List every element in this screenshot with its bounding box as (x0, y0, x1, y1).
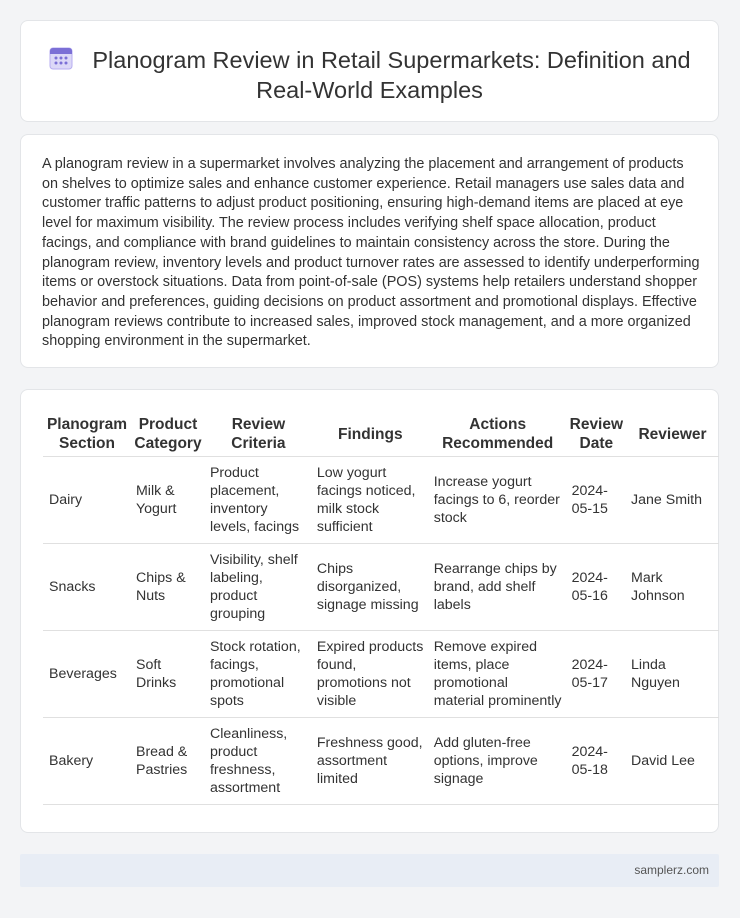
title-card (20, 20, 719, 122)
cell-reviewer: Jane Smith (626, 457, 719, 544)
header-review-criteria: Review Criteria (205, 413, 312, 457)
cell-findings: Chips disorganized, signage missing (312, 544, 429, 631)
description-text: A planogram review in a supermarket involves analyzing the placement and arrangement of products on shelves to optimize sales and enhance customer experience. Retail managers use sales data and customer traffic patterns to adjust product positioning, ensuring high-demand items are placed at eye level for maximum visibility. The review process includes verifying shelf space allocation, product facings, and compliance with brand guidelines to maintain consistency across the store. During the planogram review, inventory levels and product turnover rates are assessed to identify underperforming items or overstock situations. Data from point-of-sale (POS) systems help retailers understand shopper behavior and preferences, guiding decisions on product assortment and promotional displays. Effective planogram reviews contribute to increased sales, improved stock management, and a more organized shopping environment in the supermarket. (42, 156, 700, 350)
table-card (20, 389, 719, 833)
cell-criteria: Visibility, shelf labeling, product grouping (205, 544, 312, 631)
cell-date: 2024-05-16 (567, 544, 626, 631)
footer-bar (20, 854, 719, 887)
cell-findings: Freshness good, assortment limited (312, 718, 429, 805)
cell-criteria: Product placement, inventory levels, facings (205, 457, 312, 544)
table-header-row (43, 413, 719, 457)
cell-section: Beverages (43, 631, 131, 718)
cell-findings: Low yogurt facings noticed, milk stock sufficient (312, 457, 429, 544)
page-title: Planogram Review in Retail Supermarkets: Definition and Real-World Examples (92, 47, 691, 103)
cell-category: Chips & Nuts (131, 544, 205, 631)
cell-reviewer: David Lee (626, 718, 719, 805)
header-actions-recommended: Actions Recommended (429, 413, 567, 457)
review-table (43, 413, 719, 805)
footer-site-link[interactable]: samplerz.com (634, 863, 709, 877)
header-planogram-section: Planogram Section (43, 413, 131, 457)
cell-criteria: Cleanliness, product freshness, assortment (205, 718, 312, 805)
header-product-category: Product Category (131, 413, 205, 457)
table-row (43, 631, 719, 718)
cell-findings: Expired products found, promotions not visible (312, 631, 429, 718)
table-row (43, 457, 719, 544)
table-row (43, 718, 719, 805)
header-review-date: Review Date (567, 413, 626, 457)
cell-category: Milk & Yogurt (131, 457, 205, 544)
cell-date: 2024-05-18 (567, 718, 626, 805)
cell-section: Snacks (43, 544, 131, 631)
cell-date: 2024-05-17 (567, 631, 626, 718)
header-findings: Findings (312, 413, 429, 457)
cell-reviewer: Linda Nguyen (626, 631, 719, 718)
table-row (43, 544, 719, 631)
cell-actions: Rearrange chips by brand, add shelf labels (429, 544, 567, 631)
cell-date: 2024-05-15 (567, 457, 626, 544)
cell-category: Soft Drinks (131, 631, 205, 718)
cell-reviewer: Mark Johnson (626, 544, 719, 631)
cell-actions: Increase yogurt facings to 6, reorder stock (429, 457, 567, 544)
cell-section: Bakery (43, 718, 131, 805)
title-wrap (21, 45, 718, 105)
cell-actions: Add gluten-free options, improve signage (429, 718, 567, 805)
cell-section: Dairy (43, 457, 131, 544)
cell-criteria: Stock rotation, facings, promotional spots (205, 631, 312, 718)
cell-category: Bread & Pastries (131, 718, 205, 805)
cell-actions: Remove expired items, place promotional material prominently (429, 631, 567, 718)
calendar-icon (48, 45, 74, 71)
header-reviewer: Reviewer (626, 413, 719, 457)
description-card (20, 134, 719, 368)
